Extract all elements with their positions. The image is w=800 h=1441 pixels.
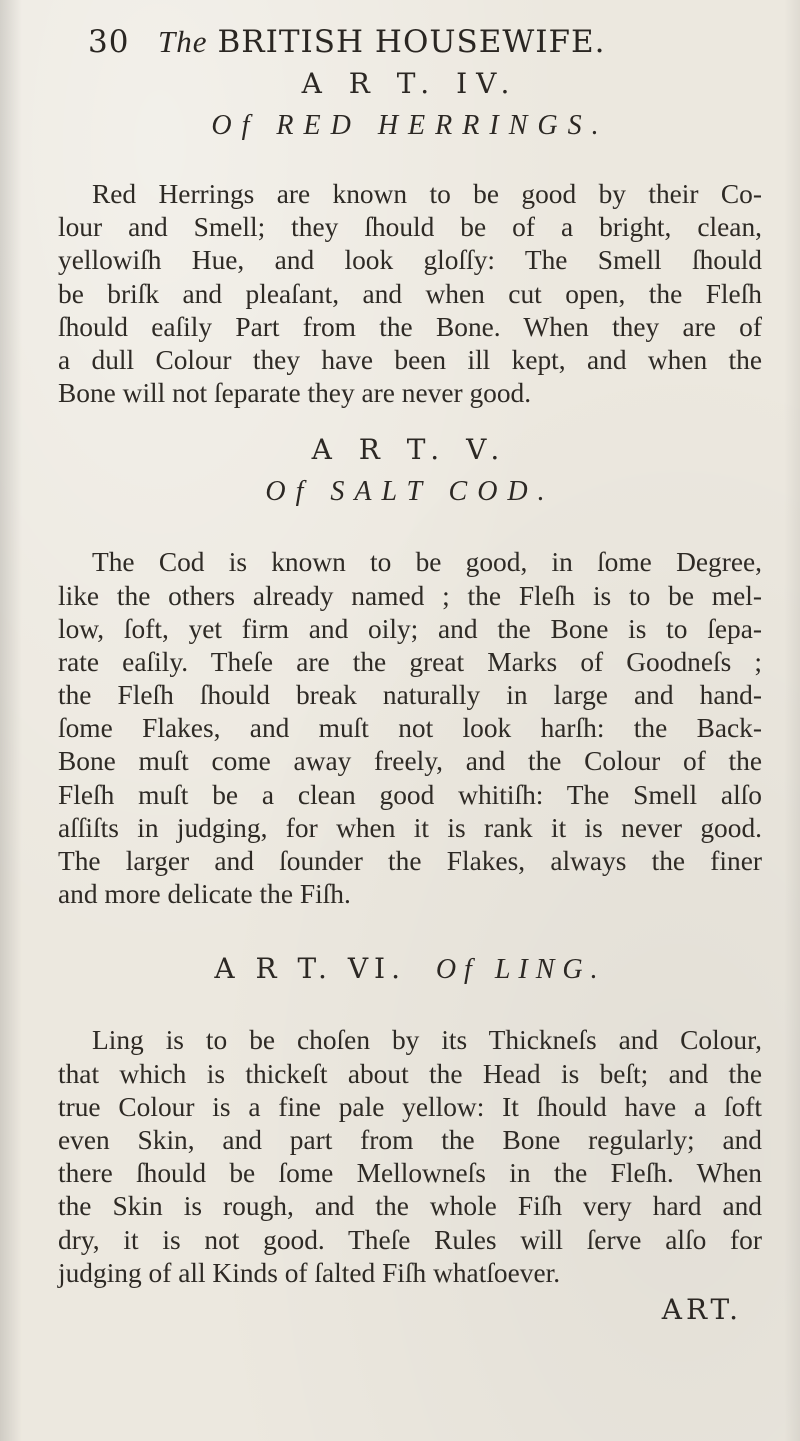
article-5-subject: Of SALT COD. — [265, 476, 555, 508]
paragraph-line: like the others already named ; the Fleſh is to be mel- — [58, 580, 762, 611]
paragraph-line: The larger and ſounder the Flakes, always the finer — [58, 846, 762, 876]
page-number: 30 — [88, 24, 130, 60]
article-6-subject: Of LING. — [435, 954, 606, 986]
paragraph-line: lour and Smell; they ſhould be of a bright, clean, — [58, 212, 762, 243]
paragraph-line: a dull Colour they have been ill kept, and when the — [58, 344, 762, 375]
paragraph-line: the Fleſh ſhould break naturally in large and hand- — [58, 680, 762, 711]
running-title — [158, 22, 605, 62]
article-5-heading: A R T. V. — [311, 433, 509, 467]
paragraph-line: yellowiſh Hue, and look gloſſy: The Smell ſhould — [58, 245, 762, 276]
paragraph-line: low, ſoft, yet firm and oily; and the Bone is to ſepa- — [58, 613, 762, 644]
article-6-heading-label: A R T. VI. — [214, 952, 407, 986]
running-title-text: BRITISH HOUSEWIFE. — [217, 24, 606, 60]
paragraph-line: that which is thickeſt about the Head is beſt; and the — [58, 1058, 762, 1089]
paragraph-line: there ſhould be ſome Mellowneſs in the Fleſh. When — [58, 1158, 762, 1189]
paragraph-line: Bone will not ſeparate they are never good. — [58, 378, 532, 409]
paragraph-line: Fleſh muſt be a clean good whitiſh: The Smell alſo — [58, 779, 762, 810]
running-title-prefix: The — [158, 24, 208, 59]
article-4-subject: Of RED HERRINGS. — [211, 110, 609, 141]
paragraph-line: Red Herrings are known to be good by their Co- — [92, 179, 762, 209]
catchword: ART. — [661, 1292, 742, 1326]
paragraph-line: true Colour is a fine pale yellow: It ſhould have a ſoft — [58, 1091, 762, 1122]
paragraph-line: ſome Flakes, and muſt not look harſh: the Back- — [58, 713, 762, 744]
paragraph-line: and more delicate the Fiſh. — [58, 879, 351, 910]
paragraph-line: the Skin is rough, and the whole Fiſh very hard and — [58, 1191, 762, 1222]
article-5-paragraph — [58, 546, 762, 911]
article-4-paragraph — [58, 178, 762, 410]
paragraph-line: Bone muſt come away freely, and the Colour of the — [58, 746, 762, 777]
running-head — [58, 22, 762, 62]
article-6-paragraph — [58, 1024, 762, 1290]
paragraph-line: dry, it is not good. Theſe Rules will ſerve alſo for — [58, 1224, 762, 1255]
paragraph-line: even Skin, and part from the Bone regularly; and — [58, 1124, 762, 1155]
paragraph-line: rate eaſily. Theſe are the great Marks of Goodneſs ; — [58, 646, 762, 677]
paragraph-line: aſſiſts in judging, for when it is rank it is never good. — [58, 812, 762, 843]
paragraph-line: judging of all Kinds of ſalted Fiſh whatſoever. — [58, 1257, 561, 1288]
article-6-heading — [58, 951, 762, 988]
paragraph-line: The Cod is known to be good, in ſome Degree, — [92, 547, 762, 578]
article-4-heading: A R T. IV. — [301, 67, 519, 100]
paragraph-line: be briſk and pleaſant, and when cut open, the Fleſh — [58, 278, 762, 309]
paragraph-line: ſhould eaſily Part from the Bone. When they are of — [58, 311, 762, 342]
paragraph-line: Ling is to be choſen by its Thickneſs and Colour, — [92, 1025, 762, 1056]
